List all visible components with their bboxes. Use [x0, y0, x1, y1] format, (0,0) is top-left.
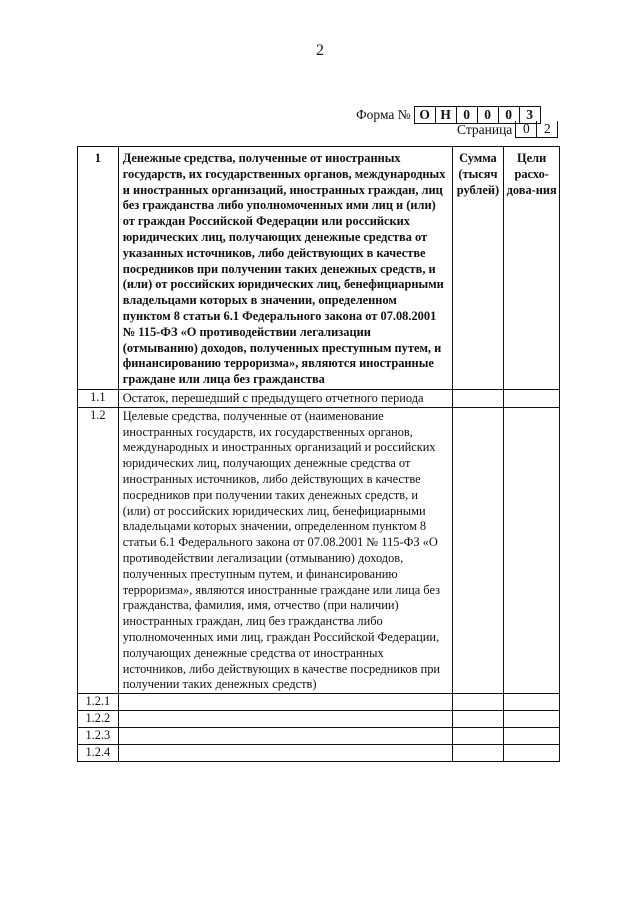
sum-column-header: Сумма (тысяч рублей) — [452, 147, 504, 390]
row-number: 1.2.1 — [78, 694, 119, 711]
page-number: 2 — [316, 42, 324, 59]
purpose-column-header: Цели расхо-дова-ния — [504, 147, 560, 390]
page-digit: 2 — [543, 121, 551, 136]
row-number: 1 — [78, 147, 119, 390]
row-number: 1.2.3 — [78, 728, 119, 745]
report-table — [77, 146, 560, 762]
row-description — [118, 694, 452, 711]
sum-cell — [452, 407, 504, 693]
row-number: 1.1 — [78, 389, 119, 407]
row-description — [118, 711, 452, 728]
purpose-cell — [504, 407, 560, 693]
purpose-cell — [504, 389, 560, 407]
purpose-cell — [504, 711, 560, 728]
sum-cell — [452, 728, 504, 745]
form-code-cell: 3 — [526, 107, 534, 122]
purpose-cell — [504, 694, 560, 711]
table-header-row — [78, 147, 560, 390]
form-label: Форма № — [356, 107, 411, 122]
row-description: Целевые средства, полученные от (наименование иностранных государств, их государственных органов, международных и иностранных организаций и российских юридических лиц, получающих денежные средства от иностранных источников, либо действующих в качестве посредников при получении таких денежных средств, и (или) от российских юридических лиц, бенефициарными владельцами которых значении, определенном пунктом 8 статьи 6.1 Федерального закона от 07.08.2001 № 115-ФЗ «О противодействии легализации (отмыванию) доходов, полученных преступным путем, и финансированию терроризма», являются иностранные граждане или лица без гражданства, фамилия, имя, отчество (при наличии) иностранных граждан, лиц без гражданства либо уполномоченных ими лиц, граждан Российской Федерации, получающих денежные средства от иностранных источников, либо действующих в качестве посредников при получении таких денежных средств) — [118, 407, 452, 693]
page-digit: 0 — [516, 121, 537, 137]
table-row — [78, 711, 560, 728]
form-code-cell: Н — [436, 107, 457, 123]
form-code-cell: 0 — [457, 107, 478, 123]
purpose-cell — [504, 745, 560, 762]
table-row — [78, 694, 560, 711]
table-row — [78, 407, 560, 693]
sum-cell — [452, 389, 504, 407]
sum-cell — [452, 711, 504, 728]
purpose-cell — [504, 728, 560, 745]
row-description — [118, 745, 452, 762]
table-row — [78, 389, 560, 407]
page-label: Страница — [457, 121, 513, 137]
table-row — [78, 728, 560, 745]
row-description — [118, 728, 452, 745]
page-code-box — [515, 121, 558, 138]
row-number: 1.2 — [78, 407, 119, 693]
row-number: 1.2.4 — [78, 745, 119, 762]
form-code-cell: О — [415, 107, 436, 123]
form-code-cell: 0 — [478, 107, 499, 123]
sum-cell — [452, 745, 504, 762]
page-indicator — [457, 121, 558, 138]
form-code-cell: 0 — [499, 107, 520, 123]
table-row — [78, 745, 560, 762]
sum-cell — [452, 694, 504, 711]
row-number: 1.2.2 — [78, 711, 119, 728]
row-description: Денежные средства, полученные от иностранных государств, их государственных органов, международных и иностранных организаций, иностранных граждан, лиц без гражданства либо уполномоченных ими лиц и (или) от граждан Российской Федерации или российских юридических лиц, получающих денежные средства от указанных источников, либо действующих в качестве посредников при получении таких денежных средств, и (или) от российских юридических лиц, бенефициарными владельцами которых в значении, определенном пунктом 8 статьи 6.1 Федерального закона от 07.08.2001 № 115-ФЗ «О противодействии легализации (отмыванию) доходов, полученных преступным путем, и финансированию терроризма», являются иностранные граждане или лица без гражданства — [118, 147, 452, 390]
row-description: Остаток, перешедший с предыдущего отчетного периода — [118, 389, 452, 407]
